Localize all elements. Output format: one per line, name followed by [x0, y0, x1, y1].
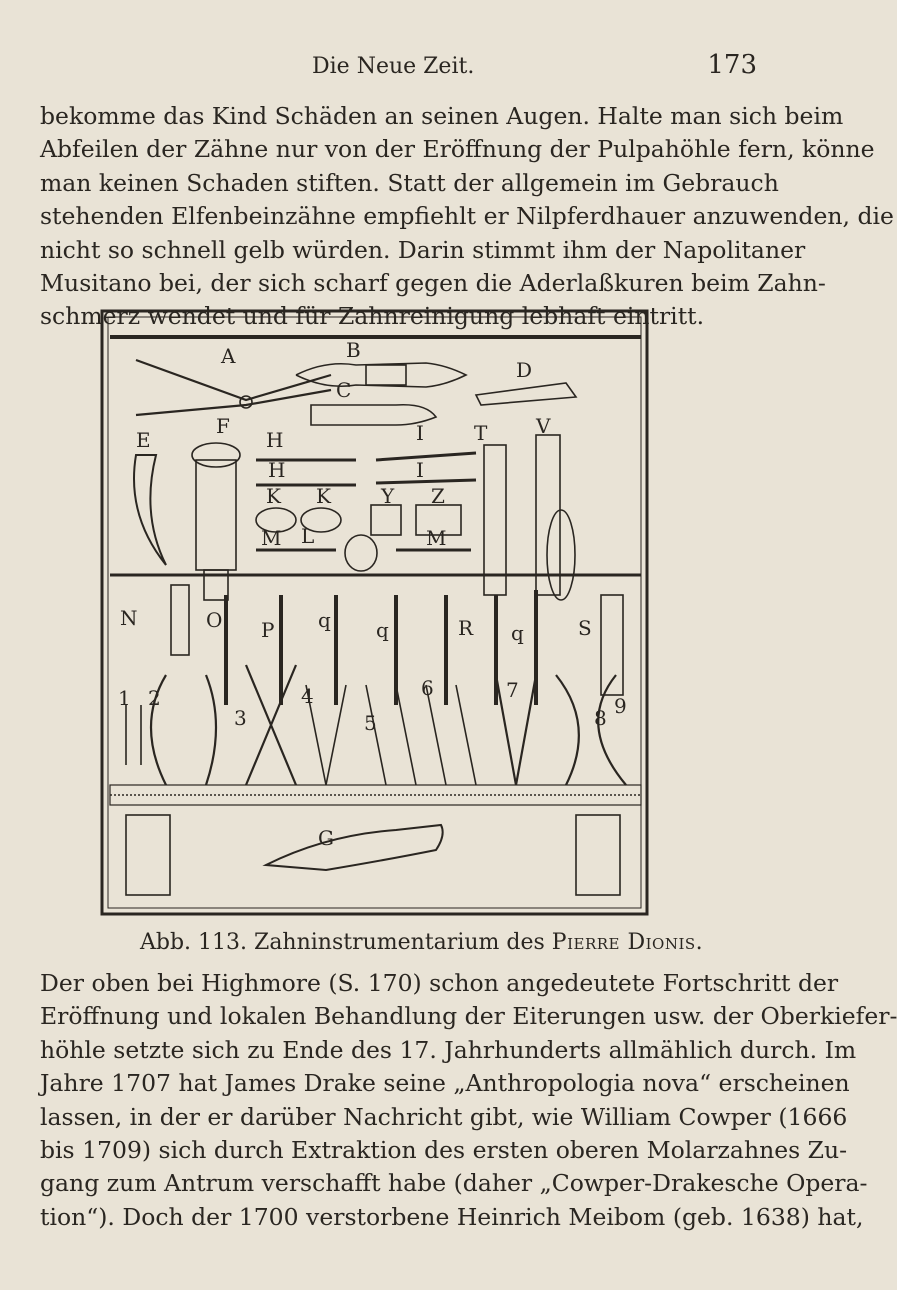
text-line: Musitano bei, der sich scharf gegen die Aderlaßkuren beim Zahn- — [40, 269, 826, 298]
figure-number: 1 — [118, 686, 131, 710]
paragraph-2 — [40, 967, 897, 1234]
text-line: nicht so schnell gelb würden. Darin stimmt ihm der Napolitaner — [40, 235, 806, 264]
figure-number: 5 — [364, 711, 377, 735]
running-title: Die Neue Zeit. — [312, 54, 475, 79]
text-line: Abfeilen der Zähne nur von der Eröffnung der Pulpahöhle fern, könne — [40, 135, 875, 164]
caption-text: Zahninstrumentarium des — [254, 930, 545, 955]
figure-letter: P — [261, 618, 275, 642]
text-line: Der oben bei Highmore (S. 170) schon angedeutete Fortschritt der — [40, 969, 839, 997]
figure-number: 7 — [506, 678, 519, 702]
figure-letter: C — [336, 378, 352, 402]
figure-letter: M — [426, 526, 447, 550]
caption-name: Pierre Dionis. — [551, 930, 704, 955]
page-header — [312, 50, 757, 86]
figure-letter: B — [346, 338, 361, 362]
figure-letter: F — [216, 414, 230, 438]
figure-letter: T — [474, 421, 488, 445]
figure-letter: K — [266, 484, 281, 508]
figure-letter: K — [316, 484, 331, 508]
engraving-illustration — [96, 305, 653, 920]
figure-letter: V — [536, 414, 551, 438]
figure-number: 2 — [148, 686, 161, 710]
figure-letter: q — [376, 618, 389, 642]
figure-letter: Z — [431, 484, 445, 508]
text-line: Eröffnung und lokalen Behandlung der Eiterungen usw. der Oberkiefer- — [40, 1002, 897, 1031]
text-line: tion“). Doch der 1700 verstorbene Heinrich Meibom (geb. 1638) hat, — [40, 1202, 864, 1231]
figure-letter: R — [458, 616, 474, 640]
figure-letter: q — [318, 608, 331, 632]
page-number: 173 — [707, 50, 757, 80]
figure-letter: O — [206, 608, 223, 632]
text-line: bis 1709) sich durch Extraktion des ersten oberen Molarzahnes Zu- — [40, 1136, 848, 1165]
figure-letter: G — [318, 826, 334, 850]
figure-letter: S — [578, 616, 592, 640]
figure-letter: E — [136, 428, 151, 452]
figure-letter: Y — [381, 484, 395, 508]
text-line: höhle setzte sich zu Ende des 17. Jahrhunderts allmählich durch. Im — [40, 1035, 857, 1064]
text-line: stehenden Elfenbeinzähne empfiehlt er Nilpferdhauer anzuwenden, die — [40, 202, 894, 231]
figure-letter: I — [416, 421, 424, 445]
figure-number: 6 — [421, 676, 434, 700]
figure-number: 4 — [301, 684, 314, 708]
figure-number: 9 — [614, 694, 627, 718]
paragraph-1 — [40, 100, 894, 334]
text-line: lassen, in der er darüber Nachricht gibt, wie William Cowper (1666 — [40, 1102, 848, 1131]
text-line: schmerz wendet und für Zahnreinigung lebhaft eintritt. — [40, 302, 705, 331]
figure-caption — [140, 930, 704, 955]
figure-letter: L — [301, 524, 315, 548]
dental-instruments-figure — [96, 305, 653, 920]
figure-letter: H — [266, 428, 284, 452]
caption-prefix: Abb. 113. — [140, 930, 248, 955]
figure-letter: H — [268, 458, 286, 482]
text-line: man keinen Schaden stiften. Statt der allgemein im Gebrauch — [40, 168, 779, 197]
figure-letter: D — [516, 358, 533, 382]
text-line: bekomme das Kind Schäden an seinen Augen. Halte man sich beim — [40, 102, 844, 130]
figure-letter: N — [120, 606, 138, 630]
figure-letter: M — [261, 526, 282, 550]
text-line: Jahre 1707 hat James Drake seine „Anthropologia nova“ erscheinen — [40, 1069, 850, 1098]
figure-number: 3 — [234, 706, 247, 730]
figure-letter: q — [511, 621, 524, 645]
figure-number: 8 — [594, 706, 607, 730]
text-line: gang zum Antrum verschafft habe (daher „Cowper-Drakesche Opera- — [40, 1169, 868, 1198]
figure-letter: I — [416, 458, 424, 482]
figure-letter: A — [221, 344, 236, 368]
